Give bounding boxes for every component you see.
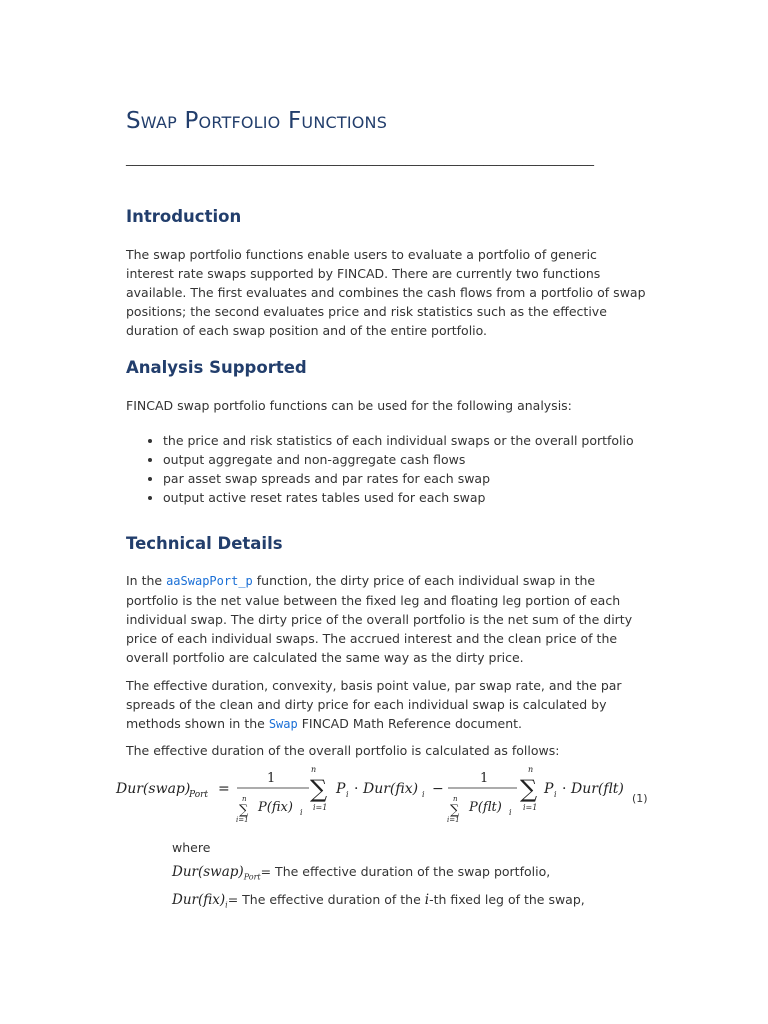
svg-text:i: i	[554, 790, 557, 799]
svg-text:i=1: i=1	[447, 816, 460, 824]
svg-text:i=1: i=1	[236, 816, 249, 824]
svg-text:=: =	[218, 781, 230, 797]
analysis-list	[126, 431, 683, 507]
svg-text:∑: ∑	[450, 803, 460, 818]
technical-paragraph-1: In the aaSwapPort_p function, the dirty price of each individual swap in the portfolio is the net value between the fixed leg and floating leg portion of each individual swap. The dirty price of the overall portfolio is the net sum of the dirty price of each individual swaps. The accrued interest and the clean price of the overall portfolio are calculated the same way as the dirty price.	[126, 573, 633, 665]
svg-text:Dur(swap): Dur(swap)	[116, 781, 191, 797]
svg-text:1: 1	[267, 771, 276, 786]
equation-number: (1)	[632, 792, 648, 805]
svg-text:·: ·	[562, 781, 567, 797]
list-item: • output aggregate and non-aggregate cash flows	[163, 450, 683, 469]
definition-portfolio-duration: $Dur(swap)_{Port}=$ The effective duration of the swap portfolio,	[172, 864, 551, 882]
svg-text:·: ·	[354, 781, 359, 797]
svg-text:1: 1	[480, 771, 489, 786]
portfolio-duration-formula	[110, 764, 660, 830]
svg-text:n: n	[242, 795, 247, 803]
definition-fixed-leg-duration: $Dur(fix)_i=$ The effective duration of the i-th fixed leg of the swap,	[172, 892, 585, 910]
svg-text:Dur(flt): Dur(flt)	[571, 781, 624, 797]
svg-text:P: P	[544, 781, 554, 797]
introduction-paragraph: The swap portfolio functions enable users to evaluate a portfolio of generic interest rate swaps supported by FINCAD. There are currently two functions available. The first evaluates and combines the cash flows from a portfolio of swap positions; the second evaluates price and risk statistics such as the effective duration of each swap position and of the entire portfolio.	[126, 247, 646, 338]
svg-text:i: i	[422, 790, 425, 799]
svg-text:∑: ∑	[520, 775, 538, 803]
svg-text:n: n	[453, 795, 458, 803]
technical-paragraph-3: The effective duration of the overall portfolio is calculated as follows:	[126, 743, 560, 758]
svg-text:∑: ∑	[239, 803, 249, 818]
svg-text:i: i	[509, 808, 512, 817]
where-label: where	[172, 840, 211, 855]
svg-text:P(flt): P(flt)	[469, 800, 502, 815]
analysis-lead-paragraph: FINCAD swap portfolio functions can be used for the following analysis:	[126, 398, 572, 413]
swap-reference-link[interactable]: Swap	[268, 717, 298, 731]
list-item: • par asset swap spreads and par rates for each swap	[163, 469, 683, 488]
title-underline: ________________________________________________________________________	[126, 152, 594, 167]
technical-details-heading: Technical Details	[126, 534, 283, 553]
svg-text:P(fix): P(fix)	[258, 800, 293, 815]
svg-text:Dur(fix): Dur(fix)	[363, 781, 419, 797]
introduction-heading: Introduction	[126, 207, 242, 226]
svg-text:i: i	[300, 808, 303, 817]
svg-text:Port: Port	[189, 790, 209, 800]
svg-text:n: n	[311, 765, 317, 774]
page-title: Swap Portfolio Functions	[126, 108, 388, 134]
svg-text:i=1: i=1	[313, 803, 328, 812]
svg-text:∑: ∑	[310, 775, 328, 803]
list-item: • output active reset rates tables used for each swap	[163, 488, 683, 507]
svg-text:P: P	[336, 781, 346, 797]
technical-paragraph-2: The effective duration, convexity, basis point value, par swap rate, and the par spreads of the clean and dirty price for each individual swap is calculated by methods shown in the Swap FINCAD Math Reference document.	[126, 678, 622, 731]
svg-text:n: n	[528, 765, 534, 774]
analysis-supported-heading: Analysis Supported	[126, 358, 307, 377]
aaswapport-function-link[interactable]: aaSwapPort_p	[166, 574, 253, 588]
svg-text:i: i	[346, 790, 349, 799]
svg-text:i=1: i=1	[523, 803, 538, 812]
list-item: • the price and risk statistics of each individual swaps or the overall portfolio	[163, 431, 683, 450]
svg-text:−: −	[432, 781, 444, 797]
